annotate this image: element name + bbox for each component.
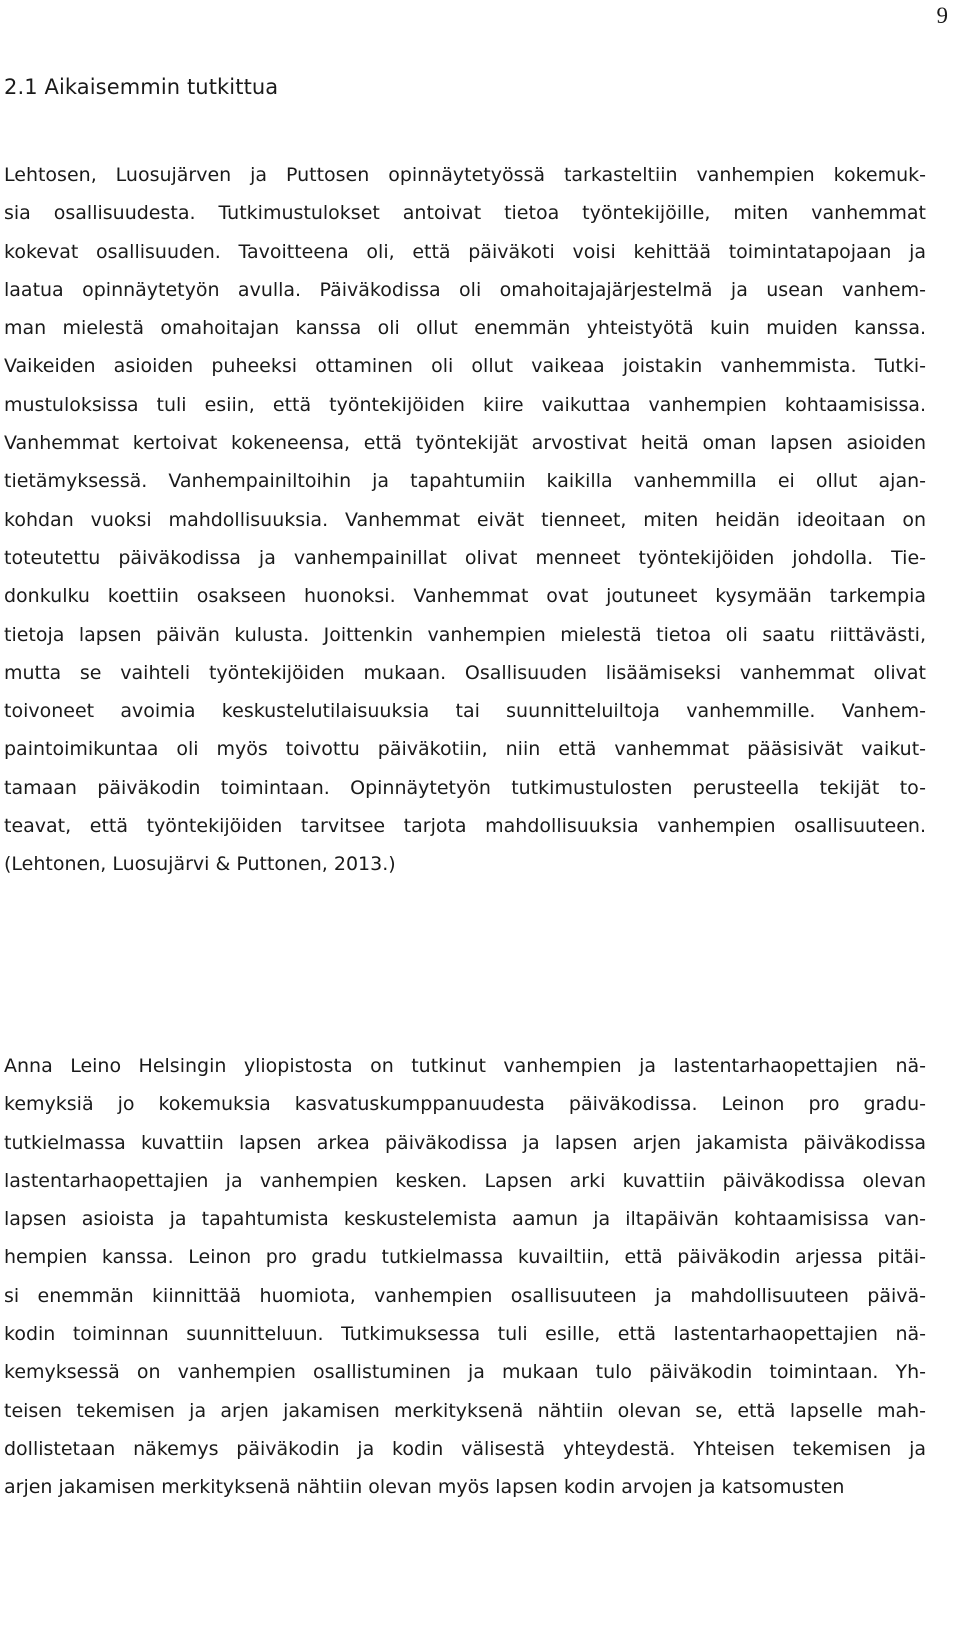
text-line: hempien kanssa. Leinon pro gradu tutkielmassa kuvailtiin, että päiväkodin arjessa pitäi- <box>4 1246 926 1269</box>
text-line: donkulku koettiin osakseen huonoksi. Vanhemmat ovat joutuneet kysymään tarkempia <box>4 585 926 608</box>
text-line: toivoneet avoimia keskustelutilaisuuksia tai suunnitteluiltoja vanhemmille. Vanhem- <box>4 700 926 723</box>
text-line: tietoja lapsen päivän kulusta. Joittenkin vanhempien mielestä tietoa oli saatu riittävästi, <box>4 623 926 646</box>
text-line: mutta se vaihteli työntekijöiden mukaan. Osallisuuden lisäämiseksi vanhemmat olivat <box>4 661 926 684</box>
text-line: mustuloksissa tuli esiin, että työntekijöiden kiire vaikuttaa vanhempien kohtaamisissa. <box>4 393 926 416</box>
text-line: paintoimikuntaa oli myös toivottu päiväkotiin, niin että vanhemmat pääsisivät vaikut- <box>4 738 926 761</box>
text-line: man mielestä omahoitajan kanssa oli ollut enemmän yhteistyötä kuin muiden kanssa. <box>4 317 926 340</box>
text-line: toteutettu päiväkodissa ja vanhempainillat olivat menneet työntekijöiden johdolla. Tie- <box>4 546 926 569</box>
text-line: Lehtosen, Luosujärven ja Puttosen opinnäytetyössä tarkasteltiin vanhempien kokemuk- <box>4 164 926 186</box>
text-line: tietämyksessä. Vanhempainiltoihin ja tapahtumiin kaikilla vanhemmilla ei ollut ajan- <box>4 470 926 493</box>
text-line: Anna Leino Helsingin yliopistosta on tutkinut vanhempien ja lastentarhaopettajien nä- <box>4 1055 926 1077</box>
text-line: Vanhemmat kertoivat kokeneensa, että työntekijät arvostivat heitä oman lapsen asioiden <box>4 432 926 455</box>
text-line: kemyksiä jo kokemuksia kasvatuskumppanuudesta päiväkodissa. Leinon pro gradu- <box>4 1093 926 1116</box>
text-line: teisen tekemisen ja arjen jakamisen merkityksenä nähtiin olevan se, että lapselle mah- <box>4 1399 926 1422</box>
page-number: 9 <box>936 3 948 28</box>
text-line: laatua opinnäytetyön avulla. Päiväkodissa oli omahoitajajärjestelmä ja usean vanhem- <box>4 278 926 301</box>
text-line: kodin toiminnan suunnitteluun. Tutkimuksessa tuli esille, että lastentarhaopettajien nä- <box>4 1323 926 1346</box>
text-line: tutkielmassa kuvattiin lapsen arkea päiväkodissa ja lapsen arjen jakamista päiväkodissa <box>4 1131 926 1154</box>
text-line: lastentarhaopettajien ja vanhempien kesken. Lapsen arki kuvattiin päiväkodissa olevan <box>4 1169 926 1192</box>
section-heading: 2.1 Aikaisemmin tutkittua <box>4 75 279 99</box>
text-line: (Lehtonen, Luosujärvi & Puttonen, 2013.) <box>4 853 396 876</box>
text-line: kokevat osallisuuden. Tavoitteena oli, että päiväkoti voisi kehittää toimintatapojaan ja <box>4 240 926 263</box>
text-line: si enemmän kiinnittää huomiota, vanhempien osallisuuteen ja mahdollisuuteen päivä- <box>4 1284 926 1307</box>
text-line: sia osallisuudesta. Tutkimustulokset antoivat tietoa työntekijöille, miten vanhemmat <box>4 202 926 225</box>
text-line: kohdan vuoksi mahdollisuuksia. Vanhemmat eivät tienneet, miten heidän ideoitaan on <box>4 508 926 531</box>
text-line: tamaan päiväkodin toimintaan. Opinnäytetyön tutkimustulosten perusteella tekijät to- <box>4 776 926 799</box>
text-line: Vaikeiden asioiden puheeksi ottaminen oli ollut vaikeaa joistakin vanhemmista. Tutki- <box>4 355 926 378</box>
paragraph-2 <box>4 1047 926 1507</box>
paragraph-1 <box>4 156 926 884</box>
text-line: lapsen asioista ja tapahtumista keskustelemista aamun ja iltapäivän kohtaamisissa van- <box>4 1208 926 1231</box>
text-line: dollistetaan näkemys päiväkodin ja kodin välisestä yhteydestä. Yhteisen tekemisen ja <box>4 1437 926 1460</box>
text-line: kemyksessä on vanhempien osallistuminen ja mukaan tulo päiväkodin toimintaan. Yh- <box>4 1361 926 1384</box>
text-line: teavat, että työntekijöiden tarvitsee tarjota mahdollisuuksia vanhempien osallisuuteen. <box>4 815 926 838</box>
text-line: arjen jakamisen merkityksenä nähtiin olevan myös lapsen kodin arvojen ja katsomusten <box>4 1476 845 1499</box>
